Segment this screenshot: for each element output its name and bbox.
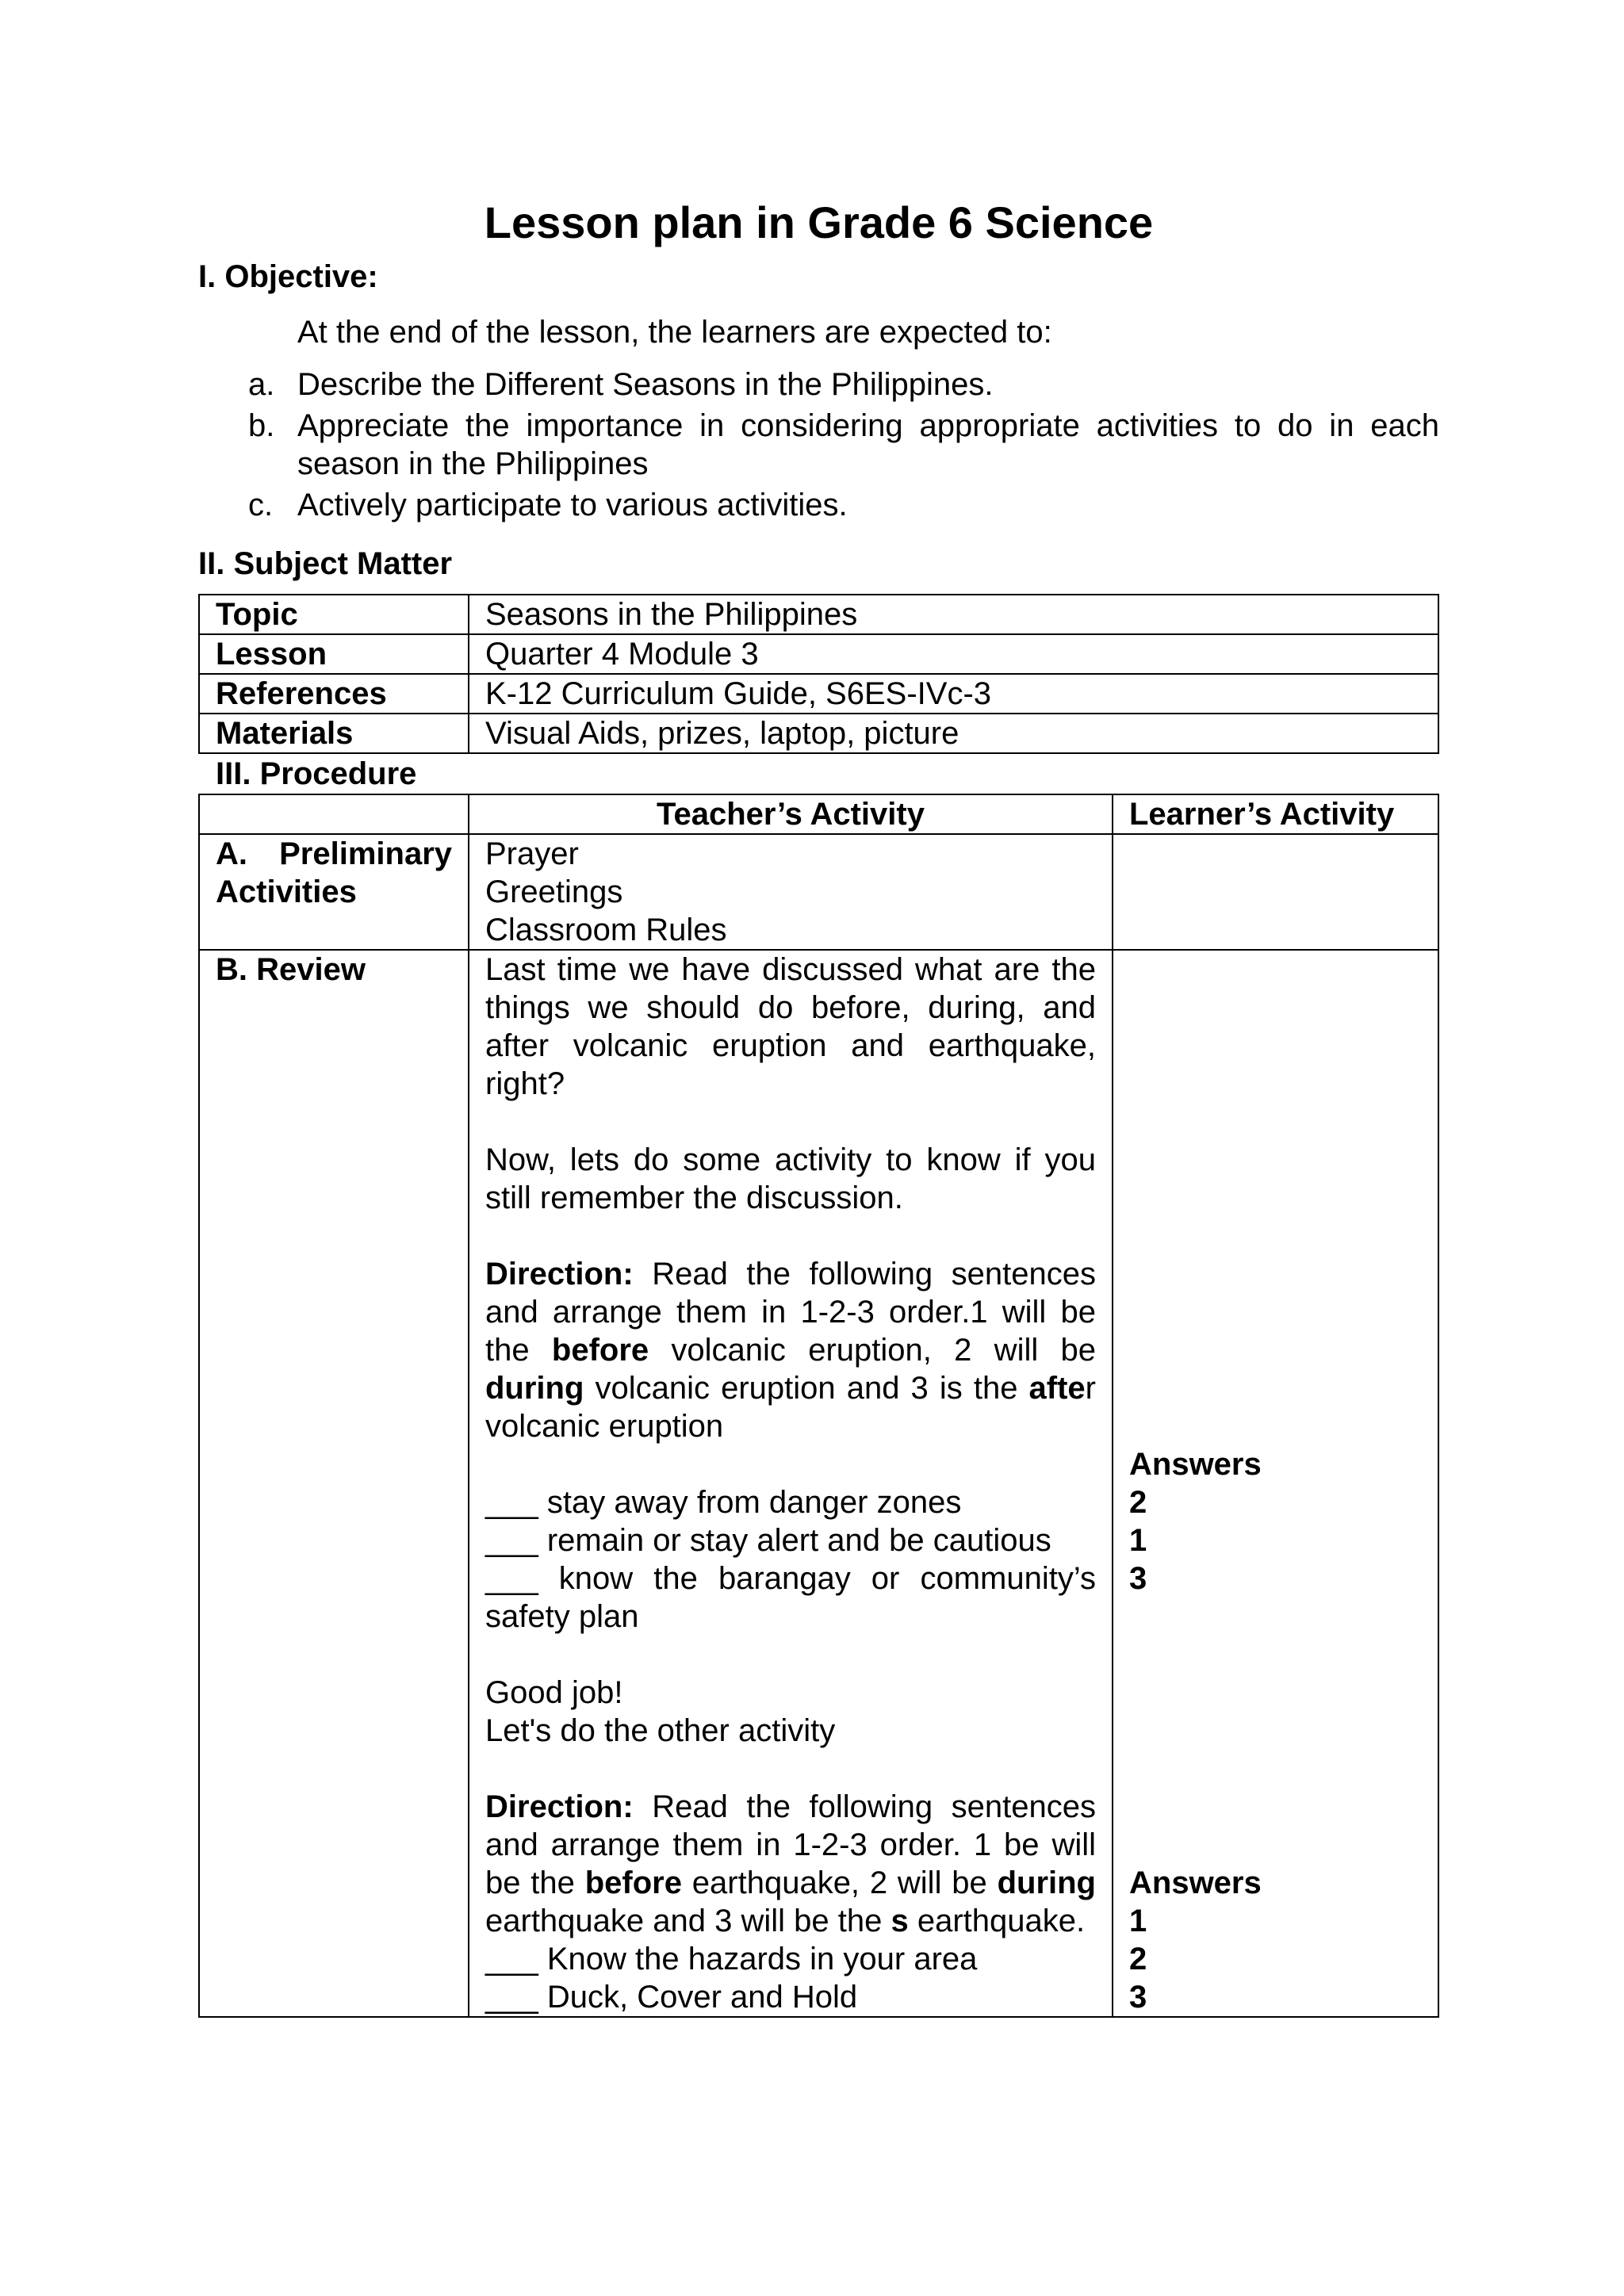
direction-text: earthquake. [908,1904,1086,1938]
answer-value: 3 [1129,1561,1147,1596]
review-paragraph: Let's do the other activity [485,1713,836,1748]
table-label: Materials [199,714,469,753]
table-label: Lesson [199,634,469,674]
table-row [199,634,1438,674]
row-label-part: Activities [216,874,357,909]
table-row [199,714,1438,753]
direction-text: r volcanic eruption [485,1371,1096,1444]
list-item: ___ remain or stay alert and be cautious [485,1523,1051,1558]
direction-paragraph [485,1788,1096,1940]
list-marker: b. [248,408,275,443]
table-label: Topic [199,595,469,634]
direction-label: Direction: [485,1257,634,1292]
column-header-learner: Learner’s Activity [1113,794,1438,834]
direction-bold-text: s [891,1904,909,1938]
table-value: Quarter 4 Module 3 [469,634,1438,674]
answer-value: 2 [1129,1942,1147,1976]
list-item: Prayer [485,836,579,871]
review-paragraph: Last time we have discussed what are the things we should do before, during, and after volcanic eruption and earthquake, right? [485,952,1096,1101]
objective-text: Actively participate to various activities. [297,488,848,522]
table-header-row [199,794,1438,834]
teacher-activity-cell [469,950,1113,2017]
objective-heading: I. Objective: [198,259,378,294]
table-row [199,595,1438,634]
direction-text: Read the following sentences and arrange them in 1-2-3 order.1 will be the [485,1257,1096,1368]
table-value: K-12 Curriculum Guide, S6ES-IVc-3 [469,674,1438,714]
objective-intro: At the end of the lesson, the learners are expected to: [297,315,1052,350]
direction-text: volcanic eruption, 2 will be [649,1333,1097,1368]
direction-bold-text: before [584,1866,682,1900]
direction-bold-text: afte [1028,1371,1086,1406]
subject-matter-heading: II. Subject Matter [198,546,453,581]
direction-label: Direction: [485,1789,634,1824]
list-item: ___ stay away from danger zones [485,1485,962,1520]
list-item [248,486,1439,524]
learner-activity-cell [1113,950,1438,2017]
table-row [199,674,1438,714]
list-item: Greetings [485,874,623,909]
row-label-review: B. Review [199,950,469,2017]
row-label-part: Preliminary [279,836,452,871]
objective-list [198,365,1439,524]
list-item [248,365,1439,404]
column-header-teacher: Teacher’s Activity [469,794,1113,834]
table-row-review [199,950,1438,2017]
list-marker: c. [248,488,274,522]
objective-text: Describe the Different Seasons in the Philippines. [297,367,994,402]
list-item: ___ Know the hazards in your area [485,1942,978,1976]
subject-matter-table [198,594,1439,754]
answer-value: 3 [1129,1980,1147,2015]
table-row-preliminary [199,834,1438,950]
review-paragraph: Good job! [485,1675,623,1710]
row-label-part: A. [216,836,247,871]
lesson-plan-page [198,194,1439,2018]
list-item: ___ know the barangay or community’s safety plan [485,1561,1096,1634]
row-label-preliminary [199,834,469,950]
direction-text: volcanic eruption and 3 is the [584,1371,1029,1406]
direction-text: Read the following sentences and arrange them in 1-2-3 order. 1 be will be the [485,1789,1096,1900]
answers-label: Answers [1129,1447,1262,1482]
list-marker: a. [248,367,275,402]
procedure-table [198,794,1439,2018]
direction-text: earthquake, 2 will be [681,1866,998,1900]
review-paragraph: Now, lets do some activity to know if you still remember the discussion. [485,1142,1096,1215]
page-title: Lesson plan in Grade 6 Science [484,197,1154,247]
table-value: Seasons in the Philippines [469,595,1438,634]
direction-bold-text: during [485,1371,584,1406]
learner-activity-cell [1113,834,1438,950]
objective-text: Appreciate the importance in considering appropriate activities to do in each season in the Philippines [297,408,1439,481]
answers-label: Answers [1129,1866,1262,1900]
answer-value: 1 [1129,1904,1147,1938]
procedure-heading: III. Procedure [216,756,417,791]
list-item [248,407,1439,483]
direction-bold-text: before [551,1333,649,1368]
teacher-activity-cell [469,834,1113,950]
answer-value: 1 [1129,1523,1147,1558]
list-item: ___ Duck, Cover and Hold [485,1980,858,2015]
table-value: Visual Aids, prizes, laptop, picture [469,714,1438,753]
answer-value: 2 [1129,1485,1147,1520]
direction-bold-text: during [997,1866,1096,1900]
table-header-empty [199,794,469,834]
direction-text: earthquake and 3 will be the [485,1904,891,1938]
direction-paragraph [485,1255,1096,1445]
table-label: References [199,674,469,714]
list-item: Classroom Rules [485,913,727,947]
